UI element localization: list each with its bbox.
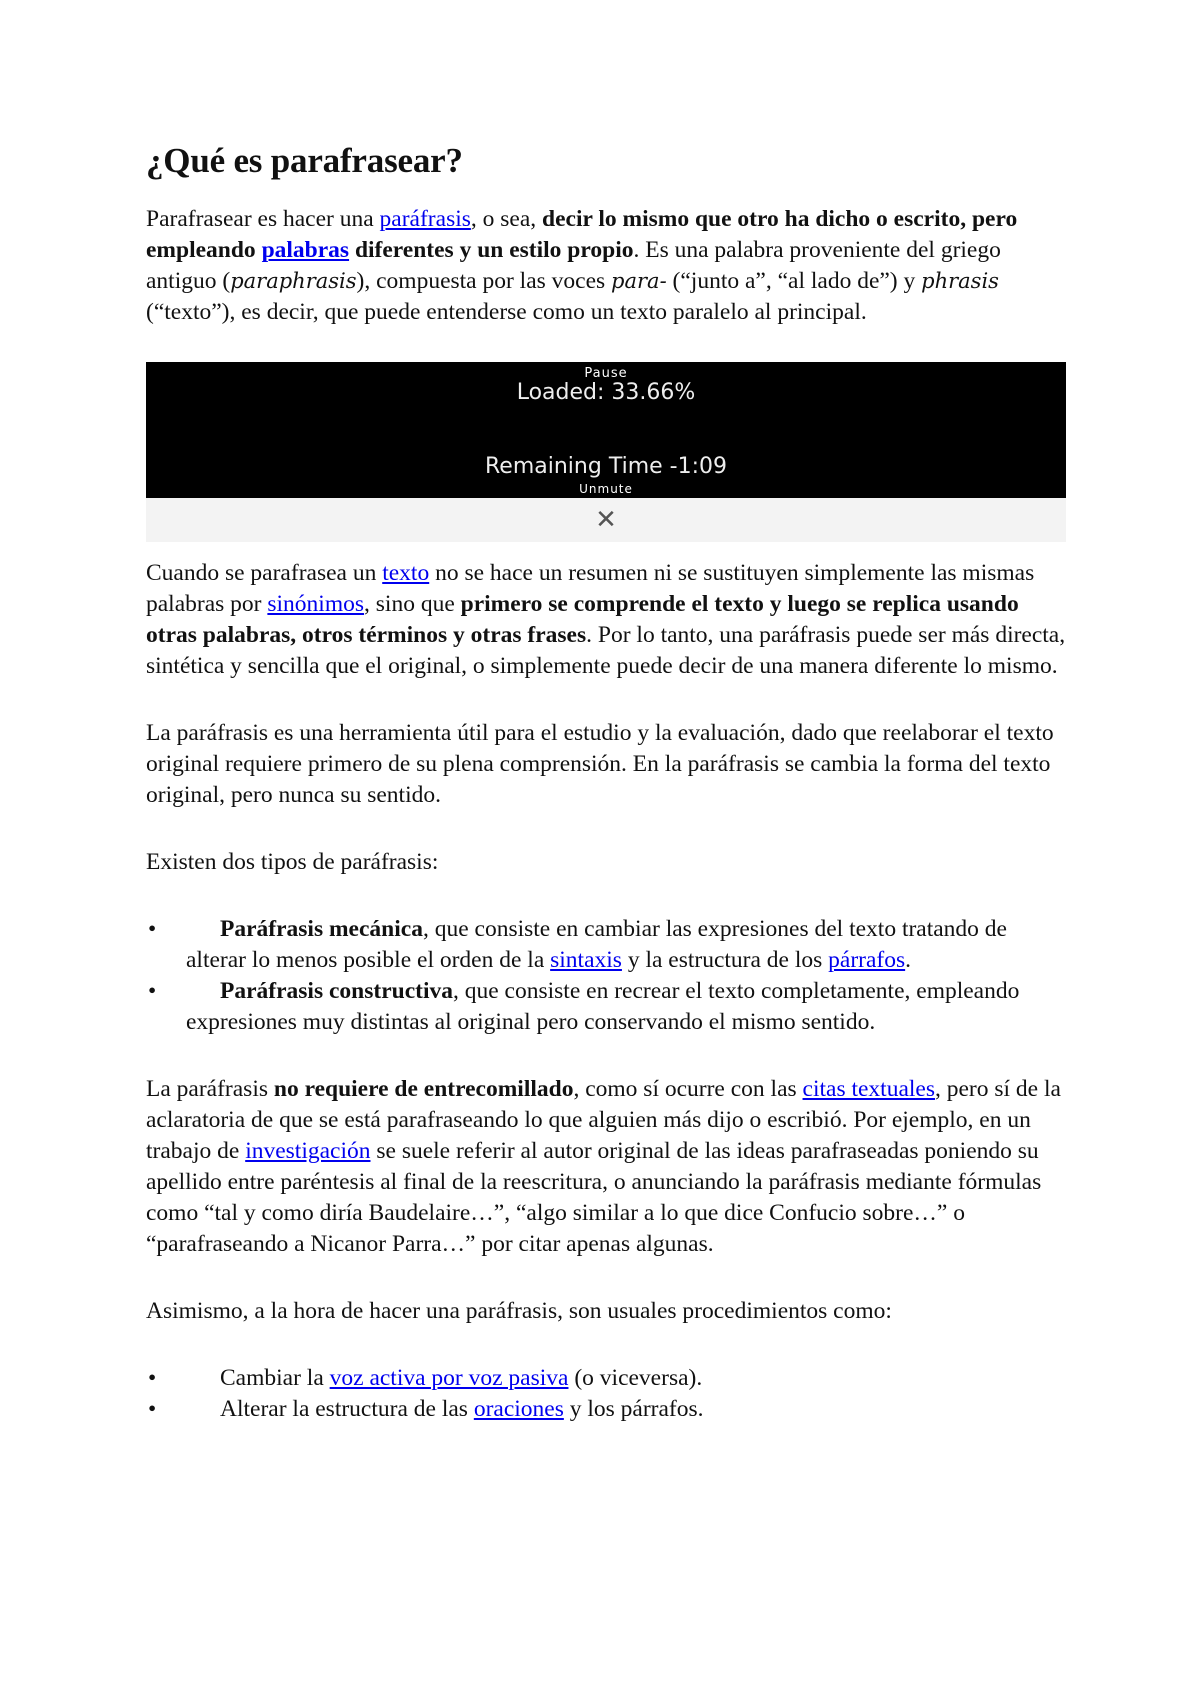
text-span: Cambiar la	[220, 1365, 330, 1391]
bullet: •	[148, 916, 157, 942]
article	[146, 140, 1066, 1461]
link-voz-activa-pasiva[interactable]: voz activa por voz pasiva	[329, 1365, 569, 1391]
bullet: •	[148, 1365, 157, 1391]
player-close-bar	[146, 498, 1066, 542]
text-span: .	[905, 947, 912, 973]
italic-phrasis: phrasis	[921, 269, 999, 293]
bullet: •	[148, 978, 157, 1004]
text-span: no se hace un resumen ni se sustituyen simplemente las mismas palabras por	[146, 560, 1035, 617]
text-span: ), compuesta por las voces	[356, 268, 612, 294]
list-item-oraciones	[146, 1394, 1066, 1425]
text-span: La paráfrasis	[146, 1076, 274, 1102]
text-span: diferentes y un estilo propio	[349, 237, 634, 263]
procedures-list	[146, 1363, 1066, 1425]
text-span: Cuando se parafrasea un	[146, 560, 383, 586]
paragraph-entrecomillado	[146, 1074, 1066, 1260]
text-span: y los párrafos.	[563, 1396, 704, 1422]
bold-text: Paráfrasis constructiva	[220, 978, 453, 1004]
types-list	[146, 914, 1066, 1038]
italic-paraphrasis: paraphrasis	[230, 269, 357, 293]
bold-text: no requiere de entrecomillado	[273, 1076, 574, 1102]
italic-para: para-	[611, 269, 667, 293]
paragraph-parafrasea	[146, 558, 1066, 682]
text-span: (“junto a”, “al lado de”) y	[666, 268, 922, 294]
text-span: se suele referir al autor original de las ideas parafraseadas poniendo su apellido entre paréntesis al final de la reescritura, o anunciando la paráfrasis mediante fórmulas como “tal y como diría Baudelaire…”, “algo similar a lo que dice Confucio sobre…” o “parafraseando a Nicanor Parra…” por citar apenas algunas.	[146, 1138, 1042, 1257]
paragraph-definition	[146, 204, 1066, 328]
link-investigacion[interactable]: investigación	[245, 1138, 371, 1164]
remaining-time: Remaining Time -1:09	[485, 454, 727, 479]
text-span: (o viceversa).	[568, 1365, 703, 1391]
list-item-mecanica	[146, 914, 1066, 976]
text-span: . Por lo tanto, una paráfrasis puede ser más directa, sintética y sencilla que el original, o simplemente puede decir de una manera diferente lo mismo.	[146, 622, 1066, 679]
text-span: . Es una palabra proveniente del griego antiguo (	[146, 237, 1001, 294]
text-span: y la estructura de los	[621, 947, 829, 973]
paragraph-procedimientos-intro: Asimismo, a la hora de hacer una paráfrasis, son usuales procedimientos como:	[146, 1298, 892, 1324]
text-span: , sino que	[364, 591, 461, 617]
text-span: , como sí ocurre con las	[573, 1076, 803, 1102]
text-span: (“texto”), es decir, que puede entenderse como un texto paralelo al principal.	[146, 299, 867, 325]
loaded-status: Loaded: 33.66%	[516, 380, 696, 405]
link-parrafos[interactable]: párrafos	[828, 947, 906, 973]
list-item-constructiva	[146, 976, 1066, 1038]
bullet: •	[148, 1396, 157, 1422]
paragraph-herramienta: La paráfrasis es una herramienta útil para el estudio y la evaluación, dado que reelaborar el texto original requiere primero de su plena comprensión. En la paráfrasis se cambia la forma del texto original, pero nunca su sentido.	[146, 720, 1054, 808]
link-parafrasis[interactable]: paráfrasis	[379, 206, 471, 232]
link-citas-textuales[interactable]: citas textuales	[802, 1076, 935, 1102]
bold-text: primero se comprende el texto y luego se replica usando otras palabras, otros términos y otras frases	[146, 591, 1019, 648]
list-item-voz	[146, 1363, 1066, 1394]
close-icon[interactable]: ✕	[595, 505, 617, 535]
text-span: , que consiste en cambiar las expresiones del texto tratando de alterar lo menos posible el orden de la	[186, 916, 1007, 973]
bold-text: Paráfrasis mecánica	[220, 916, 423, 942]
link-sinonimos[interactable]: sinónimos	[267, 591, 365, 617]
text-span: , que consiste en recrear el texto completamente, empleando expresiones muy distintas al original pero conservando el mismo sentido.	[186, 978, 1020, 1035]
text-span: , pero sí de la aclaratoria de que se está parafraseando lo que alguien más dijo o escribió. Por ejemplo, en un trabajo de	[146, 1076, 1061, 1164]
pause-button[interactable]: Pause	[584, 366, 628, 381]
link-oraciones[interactable]: oraciones	[473, 1396, 564, 1422]
video-player[interactable]	[146, 362, 1066, 498]
text-span: , o sea,	[470, 206, 543, 232]
link-sintaxis[interactable]: sintaxis	[550, 947, 622, 973]
text-span: Parafrasear es hacer una	[146, 206, 380, 232]
paragraph-tipos-intro: Existen dos tipos de paráfrasis:	[146, 849, 439, 875]
link-palabras[interactable]: palabras	[261, 237, 350, 263]
page-title: ¿Qué es parafrasear?	[146, 141, 463, 180]
text-span: Alterar la estructura de las	[220, 1396, 474, 1422]
unmute-button[interactable]: Unmute	[579, 482, 633, 496]
link-texto[interactable]: texto	[382, 560, 430, 586]
text-span: decir lo mismo que otro ha dicho o escrito, pero empleando	[146, 206, 1018, 263]
